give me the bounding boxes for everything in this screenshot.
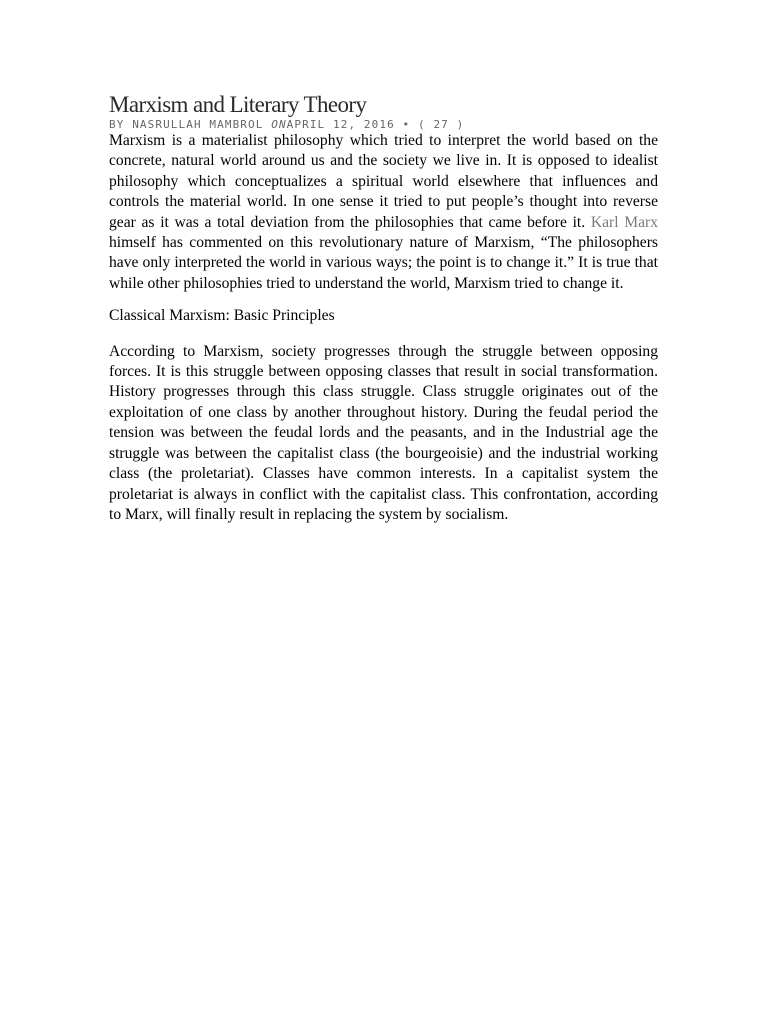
spacer bbox=[109, 294, 658, 306]
section-heading: Classical Marxism: Basic Principles bbox=[109, 307, 335, 325]
article-title: Marxism and Literary Theory bbox=[109, 92, 367, 117]
karl-marx-link[interactable]: Karl Marx bbox=[590, 213, 658, 231]
paragraph-intro bbox=[109, 131, 658, 294]
byline-date: APRIL 12, 2016 bbox=[286, 118, 395, 131]
article bbox=[109, 92, 658, 525]
spacer bbox=[109, 327, 658, 342]
byline-by: BY bbox=[109, 118, 125, 131]
comment-count-link[interactable]: ( 27 ) bbox=[418, 118, 465, 131]
paragraph-principles: According to Marxism, society progresses through the struggle between opposing forces. It is this struggle between opposing classes that result in social transformation. History progresses through this class struggle. Class struggle originates out of the exploitation of one class by another throughout history. During the feudal period the tension was between the feudal lords and the peasants, and in the Industrial age the struggle was between the capitalist class (the bourgeoisie) and the industrial working class (the proletariat). Classes have common interests. In a capitalist system the proletariat is always in conflict with the capitalist class. This confrontation, according to Marx, will finally result in replacing the system by socialism. bbox=[109, 342, 658, 523]
paragraph-intro-text-1: Marxism is a materialist philosophy which tried to interpret the world based on the concrete, natural world around us and the society we live in. It is opposed to idealist philosophy which conceptualizes a spiritual world elsewhere that influences and controls the material world. In one sense it tried to put people’s thought into reverse gear as it was a total deviation from the philosophies that came before it. bbox=[109, 132, 658, 231]
byline-author-link[interactable]: NASRULLAH MAMBROL bbox=[132, 118, 264, 131]
byline-on: ON bbox=[271, 118, 287, 131]
paragraph-intro-text-2: himself has commented on this revolutionary nature of Marxism, “The philosophers have only interpreted the world in various ways; the point is to change it.” It is true that while other philosophies tried to understand the world, Marxism tried to change it. bbox=[109, 234, 658, 292]
byline-separator: • bbox=[402, 118, 411, 131]
article-byline bbox=[109, 118, 658, 131]
